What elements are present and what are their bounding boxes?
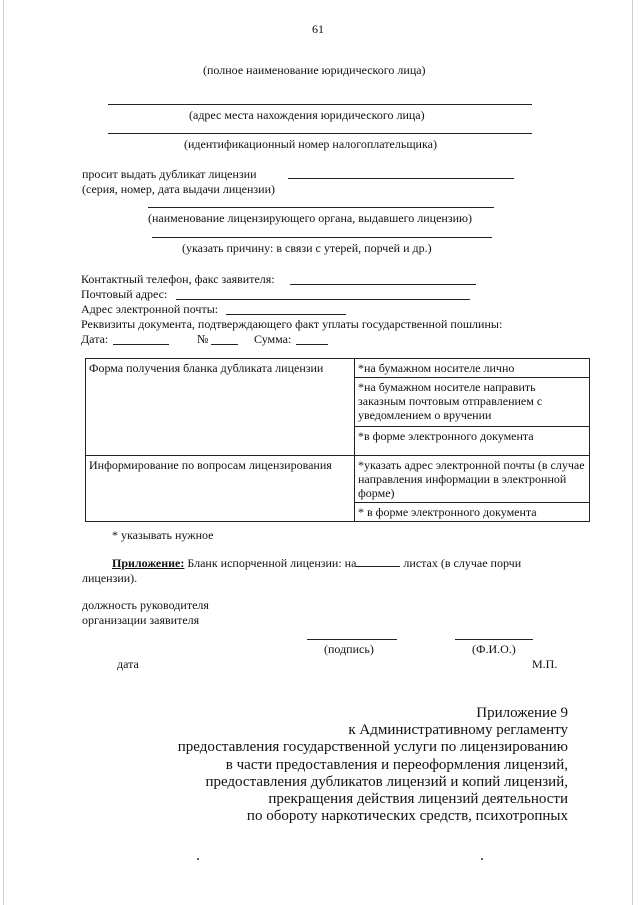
- payment-date-label: Дата:: [81, 332, 109, 346]
- footnote: * указывать нужное: [112, 528, 214, 542]
- authority-caption: (наименование лицензирующего органа, выдавшего лицензию): [148, 211, 472, 225]
- payment-number-label: №: [197, 332, 209, 346]
- delivery-option-in-person: *на бумажном носителе лично: [358, 361, 515, 375]
- email-line: [226, 314, 346, 315]
- scan-right-edge: [632, 0, 633, 905]
- taxpayer-id-caption: (идентификационный номер налогоплательщика): [184, 137, 437, 151]
- taxpayer-id-line: [108, 133, 532, 134]
- reason-line: [152, 237, 492, 238]
- scan-speck: [197, 858, 199, 860]
- payment-details-label: Реквизиты документа, подтверждающего факт уплаты государственной пошлины:: [81, 317, 503, 331]
- payment-date-line: [113, 344, 169, 345]
- delivery-option-electronic: *в форме электронного документа: [358, 429, 534, 443]
- delivery-option-cell: [355, 359, 590, 378]
- informing-option-cell: [355, 456, 590, 503]
- attachment-text-before: Бланк испорченной лицензии: на: [184, 556, 357, 570]
- informing-option-cell: [355, 503, 590, 522]
- scan-speck: [481, 858, 483, 860]
- postal-address-line: [176, 299, 470, 300]
- appendix-line-2: к Административному регламенту: [348, 722, 568, 738]
- manager-position-line1: должность руководителя: [82, 598, 209, 612]
- delivery-option-registered-mail: *на бумажном носителе направить заказным почтовым отправлением с уведомлением о вручении: [358, 380, 543, 422]
- delivery-form-label: Форма получения бланка дубликата лицензии: [89, 361, 324, 375]
- authority-line: [148, 207, 494, 208]
- org-address-caption: (адрес места нахождения юридического лица): [189, 108, 425, 122]
- delivery-option-cell: [355, 427, 590, 456]
- delivery-options-table: [85, 358, 590, 522]
- appendix-line-6: прекращения действия лицензий деятельности: [268, 791, 568, 807]
- signature-line: [307, 639, 397, 640]
- contact-phone-line: [290, 284, 476, 285]
- appendix-line-4: в части предоставления и переоформления лицензий,: [225, 757, 568, 773]
- attachment-line: [112, 556, 521, 570]
- attachment-label: Приложение:: [112, 556, 185, 570]
- attachment-sheets-blank: [356, 556, 400, 567]
- appendix-line-5: предоставления дубликатов лицензий и копий лицензий,: [205, 774, 568, 790]
- stamp-label: М.П.: [532, 657, 558, 671]
- payment-sum-line: [296, 344, 328, 345]
- attachment-text-after: листах (в случае порчи: [400, 556, 522, 570]
- delivery-form-label-cell: [86, 359, 355, 456]
- delivery-option-cell: [355, 378, 590, 427]
- license-details-caption: (серия, номер, дата выдачи лицензии): [82, 182, 275, 196]
- email-label: Адрес электронной почты:: [81, 302, 219, 316]
- appendix-line-7: по обороту наркотических средств, психотропных: [246, 808, 568, 824]
- full-name-caption: (Ф.И.О.): [472, 642, 516, 656]
- scan-left-edge: [3, 0, 4, 905]
- payment-number-line: [211, 344, 238, 345]
- date-label: дата: [117, 657, 139, 671]
- postal-address-label: Почтовый адрес:: [81, 287, 168, 301]
- license-details-line: [288, 178, 514, 179]
- informing-option-electronic: * в форме электронного документа: [358, 505, 537, 519]
- informing-label-cell: [86, 456, 355, 522]
- informing-option-email: *указать адрес электронной почты (в случае направления информации в электронной форме): [358, 458, 585, 500]
- reason-caption: (указать причину: в связи с утерей, порчей и др.): [182, 241, 432, 255]
- attachment-line2: лицензии).: [82, 571, 138, 585]
- signature-caption: (подпись): [324, 642, 374, 656]
- appendix-line-1: Приложение 9: [476, 705, 568, 721]
- org-full-name-caption: (полное наименование юридического лица): [203, 63, 426, 77]
- contact-phone-label: Контактный телефон, факс заявителя:: [81, 272, 275, 286]
- informing-label: Информирование по вопросам лицензирования: [89, 458, 332, 472]
- payment-sum-label: Сумма:: [254, 332, 292, 346]
- request-duplicate-line: просит выдать дубликат лицензии: [82, 167, 257, 181]
- page-number: 61: [312, 22, 324, 36]
- appendix-line-3: предоставления государственной услуги по лицензированию: [177, 739, 568, 755]
- manager-position-line2: организации заявителя: [82, 613, 200, 627]
- org-address-line: [108, 104, 532, 105]
- full-name-line: [455, 639, 533, 640]
